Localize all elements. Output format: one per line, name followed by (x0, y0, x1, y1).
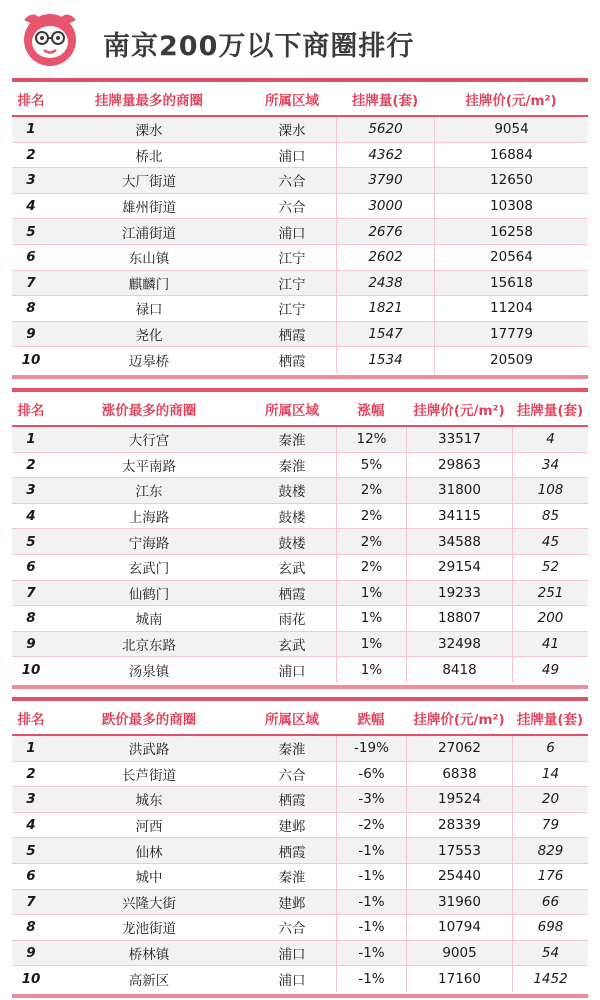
header-area: 所属区域 (265, 92, 319, 109)
header-price: 挂牌价(元/m²) (413, 402, 505, 419)
area-cell: 浦口 (278, 947, 306, 964)
listings-cell: 49 (512, 657, 588, 683)
rank-cell: 4 (26, 508, 36, 525)
area-cell: 栖霞 (278, 586, 306, 603)
change-cell: 2% (336, 478, 406, 503)
district-cell: 龙池街道 (122, 921, 176, 938)
area-cell: 浦口 (278, 664, 306, 681)
listings-cell: 4362 (336, 143, 434, 168)
header-price: 挂牌价(元/m²) (413, 711, 505, 728)
district-cell: 迈皋桥 (128, 354, 170, 371)
price-cell: 29863 (406, 453, 512, 478)
price-cell: 9054 (434, 117, 588, 142)
change-cell: 1% (336, 632, 406, 657)
listings-cell: 829 (512, 838, 588, 863)
table-row (12, 606, 588, 632)
table-row (12, 427, 588, 453)
area-cell: 六合 (278, 200, 306, 217)
district-cell: 长芦街道 (122, 767, 176, 784)
district-cell: 宁海路 (128, 535, 170, 552)
area-cell: 江宁 (278, 276, 306, 293)
district-cell: 江东 (135, 484, 163, 501)
district-cell: 城中 (135, 870, 163, 887)
rank-cell: 3 (26, 482, 36, 499)
change-cell: 1% (336, 657, 406, 683)
listings-cell: 52 (512, 555, 588, 580)
listings-cell: 1452 (512, 966, 588, 992)
table-header-row (12, 392, 588, 427)
change-cell: -1% (336, 864, 406, 889)
rank-cell: 6 (26, 559, 36, 576)
header-listings: 挂牌量(套) (516, 402, 584, 419)
rank-cell: 3 (26, 791, 36, 808)
price-cell: 34115 (406, 504, 512, 529)
district-cell: 江浦街道 (122, 225, 176, 242)
listings-cell: 1547 (336, 322, 434, 347)
change-cell: 2% (336, 504, 406, 529)
area-cell: 栖霞 (278, 354, 306, 371)
listings-cell: 34 (512, 453, 588, 478)
price-cell: 12650 (434, 168, 588, 193)
listings-cell: 66 (512, 890, 588, 915)
table-row (12, 245, 588, 271)
area-cell: 秦淮 (278, 742, 306, 759)
district-cell: 禄口 (135, 302, 163, 319)
listings-cell: 5620 (336, 117, 434, 142)
table-row (12, 555, 588, 581)
table-row (12, 347, 588, 373)
price-cell: 10308 (434, 194, 588, 219)
listings-cell: 1534 (336, 347, 434, 373)
area-cell: 鼓楼 (278, 484, 306, 501)
price-cell: 32498 (406, 632, 512, 657)
area-cell: 浦口 (278, 973, 306, 990)
price-cell: 34588 (406, 529, 512, 554)
rank-cell: 8 (26, 919, 36, 936)
rank-cell: 6 (26, 868, 36, 885)
header-rank: 排名 (17, 402, 45, 419)
rank-cell: 10 (21, 971, 41, 988)
area-cell: 鼓楼 (278, 535, 306, 552)
price-cell: 17160 (406, 966, 512, 992)
table-row (12, 219, 588, 245)
area-cell: 江宁 (278, 251, 306, 268)
district-cell: 城南 (135, 612, 163, 629)
district-cell: 上海路 (128, 510, 170, 527)
rank-cell: 7 (26, 274, 36, 291)
rank-cell: 2 (26, 765, 36, 782)
price-cell: 27062 (406, 736, 512, 761)
price-cell: 31960 (406, 890, 512, 915)
rank-cell: 9 (26, 636, 36, 653)
area-cell: 建邺 (278, 895, 306, 912)
table-row (12, 529, 588, 555)
header-change: 跌幅 (357, 711, 385, 728)
area-cell: 栖霞 (278, 328, 306, 345)
change-cell: -1% (336, 915, 406, 940)
area-cell: 浦口 (278, 225, 306, 242)
area-cell: 浦口 (278, 148, 306, 165)
price-rise-table (12, 388, 588, 689)
table-row (12, 143, 588, 169)
listing-volume-table (12, 78, 588, 379)
rank-cell: 1 (26, 740, 36, 757)
listings-cell: 54 (512, 941, 588, 966)
table-header-row (12, 701, 588, 736)
district-cell: 东山镇 (128, 251, 170, 268)
page-header (0, 0, 600, 76)
area-cell: 江宁 (278, 302, 306, 319)
rank-cell: 4 (26, 198, 36, 215)
change-cell: -1% (336, 890, 406, 915)
table-row (12, 581, 588, 607)
table-row (12, 504, 588, 530)
area-cell: 秦淮 (278, 870, 306, 887)
district-cell: 桥北 (135, 148, 163, 165)
district-cell: 溧水 (135, 123, 163, 140)
rank-cell: 9 (26, 945, 36, 962)
area-cell: 六合 (278, 174, 306, 191)
listings-cell: 251 (512, 581, 588, 606)
area-cell: 建邺 (278, 819, 306, 836)
district-cell: 城东 (135, 793, 163, 810)
district-cell: 汤泉镇 (128, 664, 170, 681)
area-cell: 溧水 (278, 123, 306, 140)
header-rank: 排名 (17, 92, 45, 109)
rank-cell: 4 (26, 817, 36, 834)
price-cell: 9005 (406, 941, 512, 966)
change-cell: 5% (336, 453, 406, 478)
price-cell: 20509 (434, 347, 588, 373)
area-cell: 秦淮 (278, 433, 306, 450)
price-cell: 25440 (406, 864, 512, 889)
listings-cell: 1821 (336, 296, 434, 321)
area-cell: 玄武 (278, 638, 306, 655)
table-row (12, 838, 588, 864)
listings-cell: 6 (512, 736, 588, 761)
table-row (12, 478, 588, 504)
district-cell: 洪武路 (128, 742, 170, 759)
change-cell: -6% (336, 762, 406, 787)
table-row (12, 117, 588, 143)
price-drop-table (12, 697, 588, 998)
table-row (12, 632, 588, 658)
listings-cell: 20 (512, 787, 588, 812)
price-cell: 8418 (406, 657, 512, 683)
table-row (12, 864, 588, 890)
change-cell: -2% (336, 813, 406, 838)
table-row (12, 813, 588, 839)
listings-cell: 698 (512, 915, 588, 940)
district-cell: 仙林 (135, 844, 163, 861)
table-row (12, 966, 588, 992)
area-cell: 六合 (278, 921, 306, 938)
listings-cell: 14 (512, 762, 588, 787)
rank-cell: 2 (26, 456, 36, 473)
price-cell: 28339 (406, 813, 512, 838)
area-cell: 鼓楼 (278, 510, 306, 527)
change-cell: -3% (336, 787, 406, 812)
district-cell: 尧化 (135, 328, 163, 345)
district-cell: 大行宫 (128, 433, 170, 450)
header-area: 所属区域 (265, 711, 319, 728)
header-rank: 排名 (17, 711, 45, 728)
rank-cell: 5 (26, 223, 36, 240)
table-row (12, 787, 588, 813)
change-cell: 2% (336, 555, 406, 580)
table-row (12, 941, 588, 967)
rank-cell: 3 (26, 172, 36, 189)
change-cell: 1% (336, 581, 406, 606)
table-body (12, 427, 588, 683)
page-title: 南京200万以下商圈排行 (103, 31, 415, 62)
rank-cell: 8 (26, 300, 36, 317)
area-cell: 六合 (278, 767, 306, 784)
price-cell: 19524 (406, 787, 512, 812)
price-cell: 31800 (406, 478, 512, 503)
area-cell: 玄武 (278, 561, 306, 578)
rank-cell: 6 (26, 249, 36, 266)
price-cell: 10794 (406, 915, 512, 940)
district-cell: 大厂街道 (122, 174, 176, 191)
price-cell: 15618 (434, 271, 588, 296)
listings-cell: 108 (512, 478, 588, 503)
listings-cell: 45 (512, 529, 588, 554)
listings-cell: 2438 (336, 271, 434, 296)
rank-cell: 7 (26, 584, 36, 601)
district-cell: 雄州街道 (122, 200, 176, 217)
header-district: 涨价最多的商圈 (101, 402, 197, 419)
district-cell: 河西 (135, 819, 163, 836)
table-header-row (12, 82, 588, 117)
area-cell: 栖霞 (278, 793, 306, 810)
rank-cell: 5 (26, 533, 36, 550)
area-cell: 秦淮 (278, 458, 306, 475)
price-cell: 20564 (434, 245, 588, 270)
price-cell: 16258 (434, 219, 588, 244)
header-listings: 挂牌量(套) (351, 92, 419, 109)
price-cell: 17553 (406, 838, 512, 863)
table-row (12, 657, 588, 683)
rank-cell: 2 (26, 146, 36, 163)
listings-cell: 4 (512, 427, 588, 452)
header-area: 所属区域 (265, 402, 319, 419)
price-cell: 19233 (406, 581, 512, 606)
area-cell: 雨花 (278, 612, 306, 629)
table-row (12, 915, 588, 941)
table-bottom-rule (12, 685, 588, 689)
district-cell: 北京东路 (122, 638, 176, 655)
table-row (12, 762, 588, 788)
table-row (12, 296, 588, 322)
header-change: 涨幅 (357, 402, 385, 419)
listings-cell: 41 (512, 632, 588, 657)
table-row (12, 453, 588, 479)
change-cell: -1% (336, 838, 406, 863)
district-cell: 高新区 (128, 973, 170, 990)
price-cell: 33517 (406, 427, 512, 452)
change-cell: -19% (336, 736, 406, 761)
listings-cell: 3790 (336, 168, 434, 193)
district-cell: 仙鹤门 (128, 586, 170, 603)
table-bottom-rule (12, 994, 588, 998)
price-cell: 16884 (434, 143, 588, 168)
change-cell: 12% (336, 427, 406, 452)
table-row (12, 890, 588, 916)
price-cell: 18807 (406, 606, 512, 631)
listings-cell: 85 (512, 504, 588, 529)
price-cell: 6838 (406, 762, 512, 787)
header-price: 挂牌价(元/m²) (465, 92, 557, 109)
header-district: 跌价最多的商圈 (101, 711, 197, 728)
table-body (12, 117, 588, 373)
table-body (12, 736, 588, 992)
table-row (12, 736, 588, 762)
listings-cell: 176 (512, 864, 588, 889)
district-cell: 麒麟门 (128, 276, 170, 293)
header-listings: 挂牌量(套) (516, 711, 584, 728)
change-cell: 1% (336, 606, 406, 631)
district-cell: 桥林镇 (128, 947, 170, 964)
district-cell: 玄武门 (128, 561, 170, 578)
rank-cell: 10 (21, 662, 41, 679)
price-cell: 17779 (434, 322, 588, 347)
listings-cell: 200 (512, 606, 588, 631)
table-row (12, 194, 588, 220)
listings-cell: 79 (512, 813, 588, 838)
rank-cell: 7 (26, 893, 36, 910)
change-cell: 2% (336, 529, 406, 554)
district-cell: 太平南路 (122, 458, 176, 475)
price-cell: 29154 (406, 555, 512, 580)
table-row (12, 168, 588, 194)
header-district: 挂牌量最多的商圈 (95, 92, 203, 109)
table-row (12, 322, 588, 348)
change-cell: -1% (336, 941, 406, 966)
rank-cell: 10 (21, 352, 41, 369)
rank-cell: 9 (26, 326, 36, 343)
rank-cell: 1 (26, 121, 36, 138)
logo-icon (18, 6, 82, 70)
district-cell: 兴隆大街 (122, 895, 176, 912)
listings-cell: 3000 (336, 194, 434, 219)
table-bottom-rule (12, 375, 588, 379)
listings-cell: 2602 (336, 245, 434, 270)
rank-cell: 8 (26, 610, 36, 627)
price-cell: 11204 (434, 296, 588, 321)
rank-cell: 5 (26, 842, 36, 859)
change-cell: -1% (336, 966, 406, 992)
area-cell: 栖霞 (278, 844, 306, 861)
table-row (12, 271, 588, 297)
rank-cell: 1 (26, 431, 36, 448)
listings-cell: 2676 (336, 219, 434, 244)
